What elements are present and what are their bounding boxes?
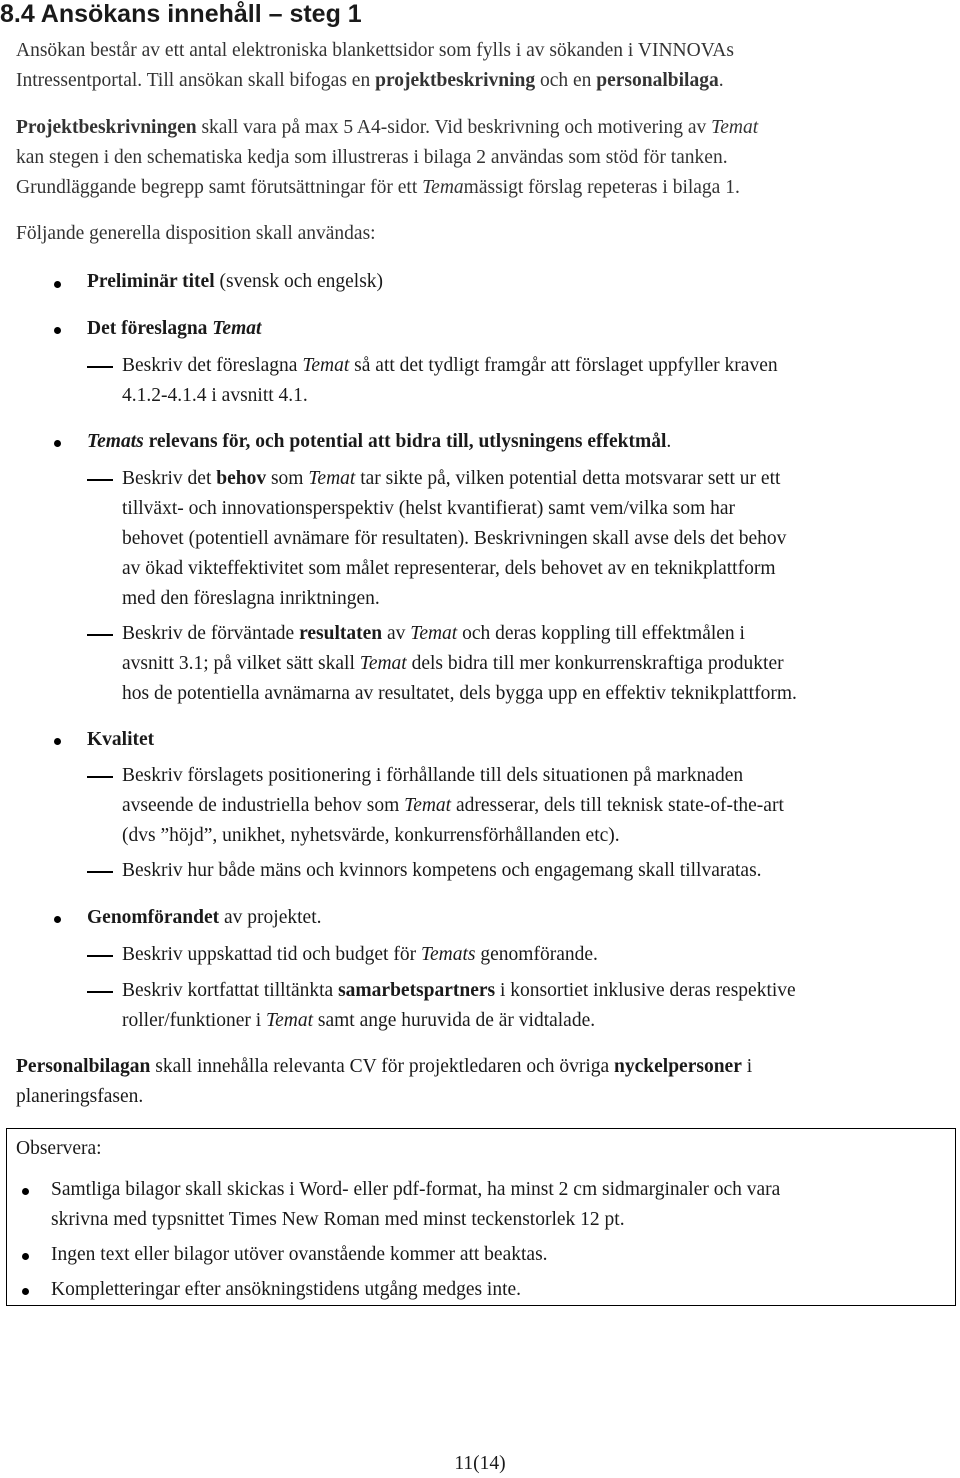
text: Beskriv förslagets positionering i förhållande till dels situationen på marknaden (122, 765, 744, 786)
text: skrivna med typsnittet Times New Roman med minst teckenstorlek 12 pt. (51, 1209, 625, 1230)
text: så att det tydligt framgår att förslaget uppfyller kraven (349, 355, 778, 376)
text: avsnitt 3.1; på vilket sätt skall (122, 653, 360, 674)
bold-text: relevans för, och potential att bidra till, utlysningens effektmål (143, 431, 667, 452)
intro-text: och en (535, 70, 597, 91)
italic-temat: Temat (410, 623, 458, 644)
italic-temat: Temat (711, 117, 759, 138)
bullet-proposed-theme (87, 314, 261, 344)
intro-line1: Ansökan består av ett antal elektroniska blankettsidor som fylls i av sökanden i VINNOVAs (16, 40, 734, 61)
text: av ökad vikteffektivitet som målet representerar, dels behovet av en teknikplattform (122, 558, 776, 579)
text: samt ange huruvida de är vidtalade. (313, 1010, 596, 1031)
text: som (266, 468, 309, 489)
text: 4.1.2-4.1.4 i avsnitt 4.1. (122, 385, 308, 406)
bold-italic-temats: Temats (87, 431, 144, 452)
dash-marker (87, 776, 113, 778)
intro-text: Intressentportal. Till ansökan skall bifogas en (16, 70, 376, 91)
p2-text: mässigt förslag repeteras i bilaga 1. (463, 177, 740, 198)
observe-item-no-supplements: Kompletteringar efter ansökningstidens utgång medges inte. (51, 1279, 522, 1300)
bullet-dot (22, 1288, 29, 1295)
bullet-dot (54, 440, 61, 447)
text: dels bidra till mer konkurrenskraftiga produkter (406, 653, 784, 674)
p2-text: skall vara på max 5 A4-sidor. Vid beskrivning och motivering av (196, 117, 712, 138)
bold-text: Det föreslagna (87, 318, 213, 339)
text: tar sikte på, vilken potential detta motsvarar sett ur ett (355, 468, 781, 489)
bullet-implementation (87, 903, 322, 933)
p2-text: kan stegen i den schematiska kedja som illustreras i bilaga 2 användas som stöd för tanken. (16, 147, 728, 168)
bullet-preliminary-title (87, 267, 383, 297)
p2-text: Grundläggande begrepp samt förutsättningar för ett (16, 177, 423, 198)
bullet-dot (22, 1188, 29, 1195)
intro-bold-personalbilaga: personalbilaga (596, 70, 719, 91)
dash-marker (87, 991, 113, 993)
text: i (741, 1056, 753, 1077)
intro-paragraph (16, 36, 734, 96)
bold-text: Preliminär titel (87, 271, 215, 292)
text: avseende de industriella behov som (122, 795, 405, 816)
text: av projektet. (219, 907, 322, 928)
dash-marker (87, 955, 113, 957)
bold-italic-temat: Temat (212, 318, 262, 339)
text: behovet (potentiell avnämare för resultaten). Beskrivningen skall avse dels det behov (122, 528, 787, 549)
italic-temat: Temat (359, 653, 407, 674)
italic-temats: Temats (420, 944, 476, 965)
italic-temat: Temat (302, 355, 350, 376)
intro-bold-projektbeskrivning: projektbeskrivning (375, 70, 536, 91)
project-description-paragraph (16, 113, 758, 203)
dash-marker (87, 871, 113, 873)
bullet-relevance (87, 427, 671, 457)
sub-item-gender-competence: Beskriv hur både mäns och kvinnors kompetens och engagemang skall tillvaratas. (122, 860, 762, 881)
text: genomförande. (475, 944, 598, 965)
section-heading: 8.4 Ansökans innehåll – steg 1 (0, 0, 362, 28)
text: Beskriv de förväntade (122, 623, 300, 644)
text: tillväxt- och innovationsperspektiv (helst kvantifierat) samt vem/vilka som har (122, 498, 736, 519)
bullet-dot (54, 327, 61, 334)
text: Beskriv uppskattad tid och budget för (122, 944, 421, 965)
page-number: 11(14) (454, 1453, 506, 1474)
text: adresserar, dels till teknisk state-of-the-art (451, 795, 784, 816)
text: (dvs ”höjd”, unikhet, nyhetsvärde, konkurrensförhållanden etc). (122, 825, 620, 846)
bold-genomforandet: Genomförandet (87, 907, 220, 928)
dash-marker (87, 366, 113, 368)
text: Beskriv det föreslagna (122, 355, 303, 376)
sub-item-positioning (122, 761, 784, 851)
bullet-dot (22, 1253, 29, 1260)
sub-item-describe-results (122, 619, 797, 709)
bold-kvalitet: Kvalitet (87, 729, 155, 750)
bold-personalbilagan: Personalbilagan (16, 1056, 151, 1077)
disposition-intro: Följande generella disposition skall användas: (16, 223, 376, 244)
bold-projektbeskrivningen: Projektbeskrivningen (16, 117, 197, 138)
text: skall innehålla relevanta CV för projektledaren och övriga (150, 1056, 615, 1077)
text: hos de potentiella avnämarna av resultatet, dels bygga upp en effektiv teknikplattform. (122, 683, 797, 704)
italic-temat: Temat (266, 1010, 314, 1031)
text: med den föreslagna inriktningen. (122, 588, 380, 609)
bold-samarbetspartners: samarbetspartners (338, 980, 496, 1001)
sub-item-partners (122, 976, 796, 1036)
bullet-dot (54, 916, 61, 923)
observe-item-no-extra: Ingen text eller bilagor utöver ovanstående kommer att beaktas. (51, 1244, 548, 1265)
bold-behov: behov (216, 468, 267, 489)
sub-item-describe-need (122, 464, 786, 614)
italic-temat: Temat (308, 468, 356, 489)
bullet-quality (87, 725, 154, 755)
text: Beskriv kortfattat tilltänkta (122, 980, 339, 1001)
text: i konsortiet inklusive deras respektive (495, 980, 796, 1001)
observe-item-formats (51, 1175, 780, 1235)
text: (svensk och engelsk) (214, 271, 384, 292)
dash-marker (87, 479, 113, 481)
sub-item-time-budget (122, 940, 598, 970)
text: och deras koppling till effektmålen i (457, 623, 745, 644)
bullet-dot (54, 281, 61, 288)
text: roller/funktioner i (122, 1010, 267, 1031)
text: . (666, 431, 672, 452)
bullet-dot (54, 738, 61, 745)
dash-marker (87, 634, 113, 636)
italic-tema: Tema (422, 177, 464, 198)
text: planeringsfasen. (16, 1086, 144, 1107)
text: av (382, 623, 411, 644)
bold-resultaten: resultaten (299, 623, 383, 644)
sub-item-describe-theme (122, 351, 778, 411)
italic-temat: Temat (404, 795, 452, 816)
text: Beskriv det (122, 468, 217, 489)
personnel-appendix-paragraph (16, 1052, 752, 1112)
bold-nyckelpersoner: nyckelpersoner (614, 1056, 742, 1077)
intro-text: . (718, 70, 724, 91)
observe-title: Observera: (16, 1138, 102, 1159)
text: Samtliga bilagor skall skickas i Word- eller pdf-format, ha minst 2 cm sidmarginaler och vara (51, 1179, 781, 1200)
